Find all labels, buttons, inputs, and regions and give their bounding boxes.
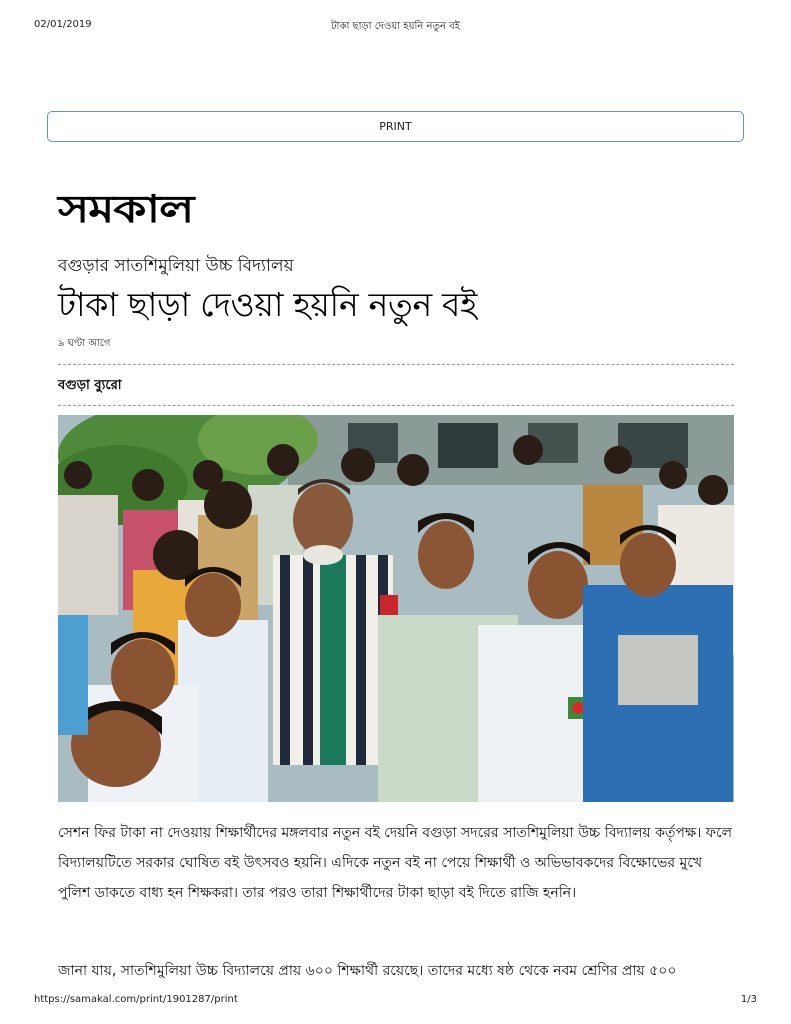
document-title: টাকা ছাড়া দেওয়া হয়নি নতুন বই xyxy=(331,21,460,32)
article-paragraph-2: জানা যায়, সাতশিমুলিয়া উচ্চ বিদ্যালয়ে প্রায় ৬০০ শিক্ষার্থী রয়েছে। তাদের মধ্যে ষষ্ঠ থেকে নবম শ্রেণির প্রায় ৫০০ xyxy=(58,963,677,979)
article-photo xyxy=(58,415,734,802)
footer-url[interactable]: https://samakal.com/print/1901287/print xyxy=(34,994,238,1005)
divider-bottom xyxy=(58,405,734,406)
logo-text: সমকাল xyxy=(58,186,194,231)
article-paragraph-1: সেশন ফির টাকা না দেওয়ায় শিক্ষার্থীদের মঙ্গলবার নতুন বই দেয়নি বগুড়া সদরের সাতশিমুলিয়া উচ্চ বিদ্যালয় কর্তৃপক্ষ। ফলে বিদ্যালয়টিতে সরকার ঘোষিত বই উৎসবও হয়নি। এদিকে নতুন বই না পেয়ে শিক্ষার্থী ও অভিভাবকদের বিক্ষোভের মুখে পুলিশ ডাকতে বাধ্য হন শিক্ষকরা। তার পরও তারা শিক্ষার্থীদের টাকা ছাড়া বই দিতে রাজি হননি। xyxy=(58,825,733,901)
print-date: 02/01/2019 xyxy=(34,19,92,30)
print-button[interactable]: PRINT xyxy=(47,111,744,142)
article-byline: বগুড়া ব্যুরো xyxy=(58,378,122,393)
page-number: 1/3 xyxy=(740,994,757,1005)
article-time: ৯ ঘণ্টা আগে xyxy=(58,338,111,349)
article-kicker: বগুড়ার সাতশিমুলিয়া উচ্চ বিদ্যালয় xyxy=(58,256,294,276)
article-headline: টাকা ছাড়া দেওয়া হয়নি নতুন বই xyxy=(58,285,477,324)
samakal-logo[interactable] xyxy=(58,186,194,237)
divider-top xyxy=(58,364,734,365)
